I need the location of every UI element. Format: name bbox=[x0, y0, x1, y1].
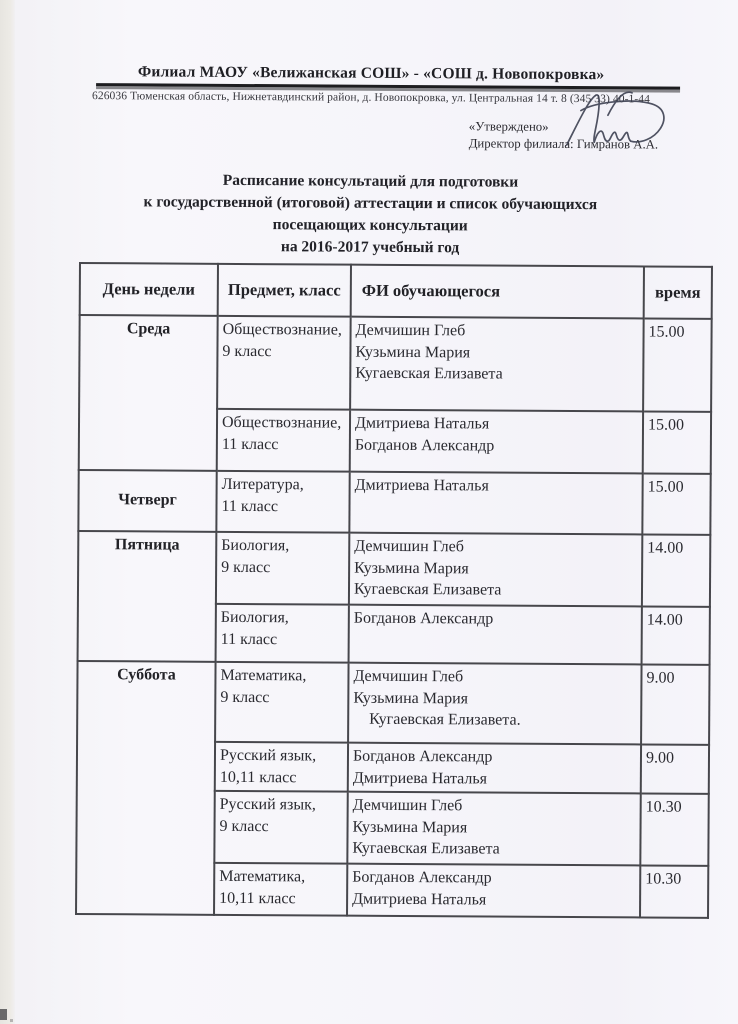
document-title-line: к государственной (итоговой) аттестации и список обучающихся bbox=[143, 193, 598, 214]
students-cell: Богданов Александр bbox=[349, 605, 642, 665]
director-line: Директор филиала: Гимранов А.А. bbox=[468, 136, 659, 152]
table-header-row bbox=[80, 263, 712, 319]
subject-cell: Обществознание, 11 класс bbox=[217, 409, 350, 472]
approved-label: «Утверждено» bbox=[468, 119, 549, 134]
students-cell: Дмитриева Наталья Богданов Александр bbox=[350, 410, 643, 474]
time-cell: 10.30 bbox=[640, 865, 708, 917]
day-cell: Четверг bbox=[78, 470, 216, 532]
signature-icon bbox=[553, 87, 675, 154]
students-cell: Дмитриева Наталья bbox=[349, 472, 642, 535]
time-cell: 15.00 bbox=[642, 473, 710, 534]
school-address: 626036 Тюменская область, Нижнетавдинский район, д. Новопокровка, ул. Центральная 14 т. 8 (345 33) 40-1-44 bbox=[91, 90, 651, 106]
day-cell: Пятница bbox=[78, 531, 217, 662]
schedule-table bbox=[75, 262, 713, 919]
day-cell: Суббота bbox=[76, 661, 216, 915]
subject-cell: Русский язык, 9 класс bbox=[214, 791, 347, 864]
time-cell: 14.00 bbox=[642, 534, 710, 606]
students-cell: Демчишин Глеб Кузьмина Мария Кугаевская Елизавета bbox=[350, 317, 644, 412]
table-row bbox=[78, 470, 710, 535]
document-title-line: посещающих консультации bbox=[272, 216, 468, 235]
column-header-time: время bbox=[644, 266, 712, 318]
time-cell: 10.30 bbox=[640, 793, 708, 865]
column-header-student: ФИ обучающегося bbox=[351, 265, 644, 319]
subject-cell: Русский язык, 10,11 класс bbox=[215, 742, 348, 792]
column-header-subject: Предмет, класс bbox=[218, 264, 351, 317]
subject-cell: Биология, 11 класс bbox=[216, 604, 349, 663]
time-cell: 15.00 bbox=[643, 411, 711, 473]
subject-cell: Обществознание, 9 класс bbox=[217, 316, 351, 410]
column-header-day: День недели bbox=[80, 263, 218, 316]
document-title-line: Расписание консультаций для подготовки bbox=[222, 171, 519, 191]
students-cell: Богданов Александр Дмитриева Наталья bbox=[348, 743, 641, 794]
students-cell: Богданов Александр Дмитриева Наталья bbox=[347, 864, 640, 918]
students-cell: Демчишин Глеб Кузьмина Мария Кугаевская Елизавета bbox=[347, 792, 640, 866]
subject-cell: Литература, 11 класс bbox=[216, 471, 349, 533]
subject-cell: Биология, 9 класс bbox=[216, 532, 349, 605]
table-row bbox=[78, 531, 710, 607]
table-row bbox=[79, 315, 712, 412]
students-cell: Демчишин Глеб Кузьмина Мария Кугаевская Елизавета. bbox=[348, 663, 641, 745]
day-cell: Среда bbox=[79, 315, 218, 471]
time-cell: 9.00 bbox=[641, 664, 709, 744]
document-title bbox=[40, 169, 701, 261]
schedule-table-container bbox=[75, 262, 713, 919]
table-row bbox=[77, 661, 709, 745]
school-title: Филиал МАОУ «Велижанская СОШ» - «СОШ д. Новопокровка» bbox=[137, 63, 605, 84]
time-cell: 9.00 bbox=[641, 744, 709, 793]
time-cell: 14.00 bbox=[642, 606, 710, 664]
document-title-line: на 2016-2017 учебный год bbox=[280, 238, 460, 257]
time-cell: 15.00 bbox=[643, 318, 712, 411]
students-cell: Демчишин Глеб Кузьмина Мария Кугаевская Елизавета bbox=[349, 533, 642, 607]
subject-cell: Математика, 9 класс bbox=[215, 662, 348, 743]
subject-cell: Математика, 10,11 класс bbox=[214, 863, 347, 916]
